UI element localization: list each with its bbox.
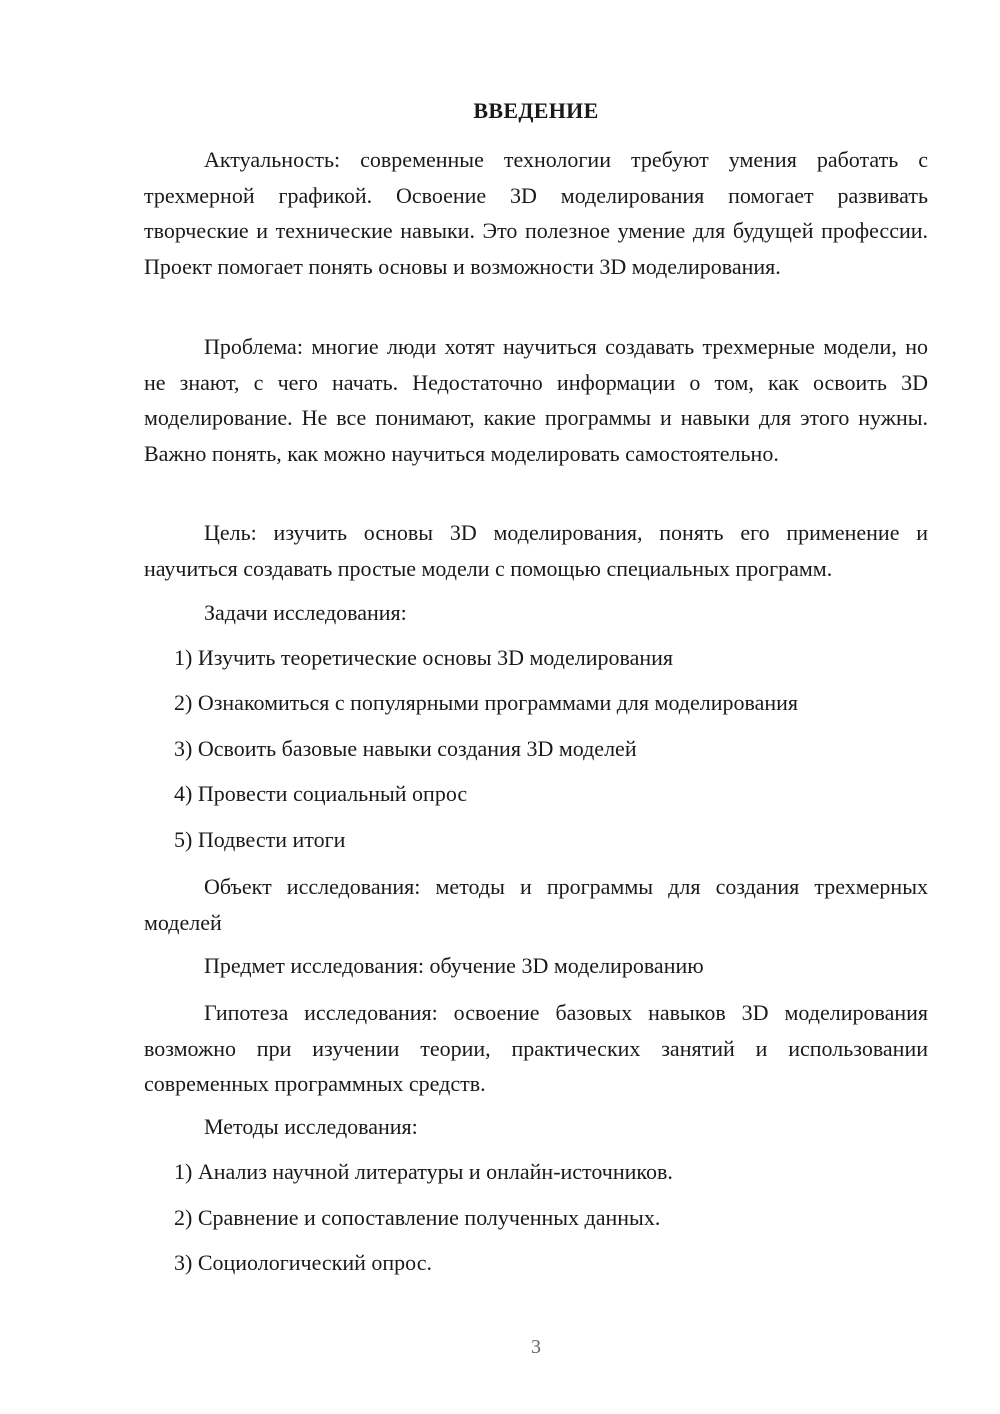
list-item-method: 3) Социологический опрос. <box>174 1250 432 1275</box>
list-item-method: 1) Анализ научной литературы и онлайн-источников. <box>174 1159 673 1184</box>
paragraph-subject: Предмет исследования: обучение 3D моделированию <box>204 953 704 978</box>
tasks-title: Задачи исследования: <box>204 600 407 625</box>
paragraph-problem: Проблема: многие люди хотят научиться создавать трехмерные модели, но не знают, с чего начать. Недостаточно информации о том, как освоить 3D моделирование. Не все понимают, какие программы и навыки для этого нужны. Важно понять, как можно научиться моделировать самостоятельно. <box>144 334 928 466</box>
page-number: 3 <box>531 1336 541 1358</box>
paragraph-relevance: Актуальность: современные технологии требуют умения работать с трехмерной графикой. Освоение 3D моделирования помогает развивать творческие и технические навыки. Это полезное умение для будущей профессии. Проект помогает понять основы и возможности 3D моделирования. <box>144 147 928 279</box>
list-item-method: 2) Сравнение и сопоставление полученных данных. <box>174 1205 661 1230</box>
list-item-task: 2) Ознакомиться с популярными программами для моделирования <box>174 690 799 715</box>
section-heading: ВВЕДЕНИЕ <box>473 98 599 123</box>
paragraph-object: Объект исследования: методы и программы для создания трехмерных моделей <box>144 874 928 935</box>
list-item-task: 4) Провести социальный опрос <box>174 781 468 806</box>
list-item-task: 3) Освоить базовые навыки создания 3D моделей <box>174 736 637 761</box>
paragraph-goal: Цель: изучить основы 3D моделирования, понять его применение и научиться создавать простые модели с помощью специальных программ. <box>144 520 928 581</box>
list-item-task: 5) Подвести итоги <box>174 827 346 852</box>
list-item-task: 1) Изучить теоретические основы 3D моделирования <box>174 645 673 670</box>
paragraph-hypothesis: Гипотеза исследования: освоение базовых навыков 3D моделирования возможно при изучении теории, практических занятий и использовании современных программных средств. <box>144 1000 928 1096</box>
methods-title: Методы исследования: <box>204 1114 418 1139</box>
